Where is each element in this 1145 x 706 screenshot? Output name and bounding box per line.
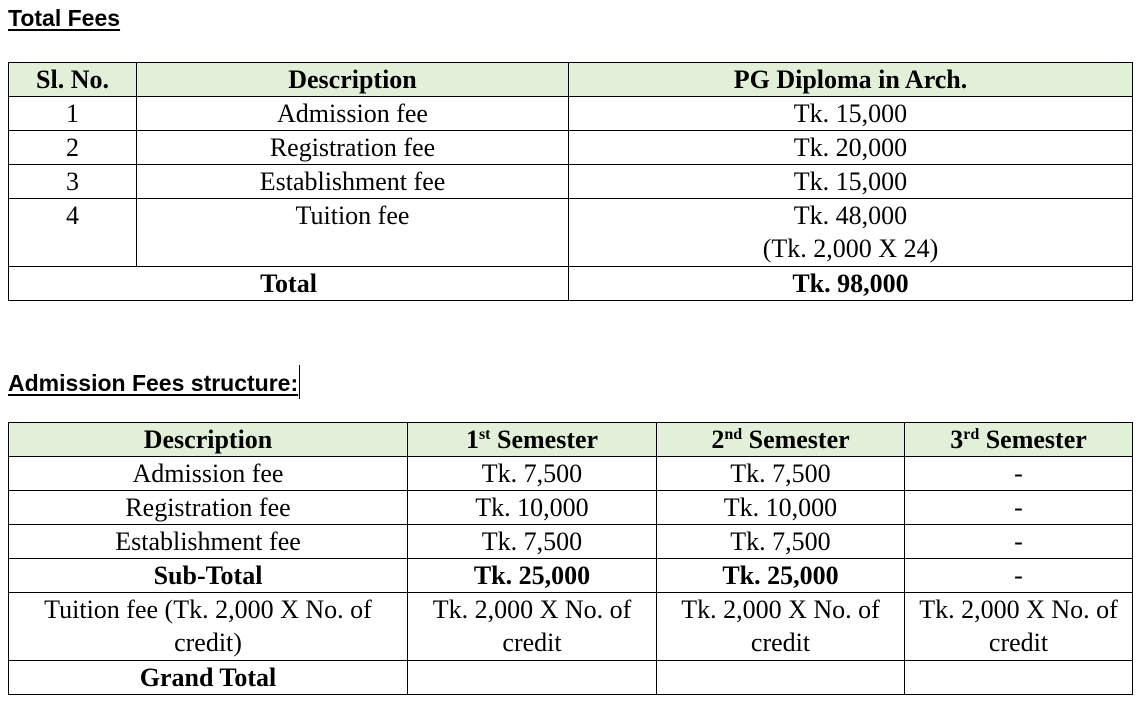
- tuition-semester-2: Tk. 2,000 X No. of credit: [657, 593, 905, 661]
- subtotal-label: Sub-Total: [9, 559, 408, 593]
- table-row: [9, 165, 1133, 199]
- cell-semester-3: -: [905, 525, 1133, 559]
- cell-semester-3: -: [905, 491, 1133, 525]
- admission-fees-heading-text: Admission Fees structure:: [8, 370, 299, 396]
- amount-value: Tk. 48,000: [793, 201, 908, 230]
- tuition-semester-3: Tk. 2,000 X No. of credit: [905, 593, 1133, 661]
- subtotal-semester-1: Tk. 25,000: [408, 559, 657, 593]
- cell-description: Establishment fee: [137, 165, 569, 199]
- table-header-row: [9, 63, 1133, 97]
- cell-description: Admission fee: [137, 97, 569, 131]
- header-program: PG Diploma in Arch.: [569, 63, 1133, 97]
- tuition-row: [9, 593, 1133, 661]
- header-description: Description: [9, 423, 408, 457]
- cell-sl: 3: [9, 165, 137, 199]
- table-row: [9, 97, 1133, 131]
- cell-description: Tuition fee: [137, 199, 569, 267]
- cell-semester-2: Tk. 10,000: [657, 491, 905, 525]
- text-cursor: [299, 365, 300, 399]
- header-description: Description: [137, 63, 569, 97]
- cell-description: Registration fee: [9, 491, 408, 525]
- cell-sl: 2: [9, 131, 137, 165]
- cell-amount: Tk. 20,000: [569, 131, 1133, 165]
- total-label: Total: [9, 267, 569, 301]
- table-row: [9, 457, 1133, 491]
- table-row: [9, 525, 1133, 559]
- total-fees-table: [8, 62, 1133, 301]
- grand-total-label: Grand Total: [9, 661, 408, 695]
- header-semester-1: 1st Semester: [408, 423, 657, 457]
- cell-amount: Tk. 15,000: [569, 165, 1133, 199]
- table-row: [9, 491, 1133, 525]
- cell-semester-1: Tk. 7,500: [408, 525, 657, 559]
- subtotal-semester-3: -: [905, 559, 1133, 593]
- grand-total-semester-1: [408, 661, 657, 695]
- cell-sl: 4: [9, 199, 137, 267]
- header-semester-2: 2nd Semester: [657, 423, 905, 457]
- cell-description: Admission fee: [9, 457, 408, 491]
- admission-fees-heading: [8, 365, 300, 399]
- cell-description: Establishment fee: [9, 525, 408, 559]
- cell-description: Registration fee: [137, 131, 569, 165]
- subtotal-row: [9, 559, 1133, 593]
- admission-fees-table: [8, 422, 1133, 695]
- cell-amount: [569, 199, 1133, 267]
- table-row: [9, 199, 1133, 267]
- cell-semester-2: Tk. 7,500: [657, 525, 905, 559]
- grand-total-row: [9, 661, 1133, 695]
- cell-semester-2: Tk. 7,500: [657, 457, 905, 491]
- grand-total-semester-2: [657, 661, 905, 695]
- grand-total-semester-3: [905, 661, 1133, 695]
- cell-sl: 1: [9, 97, 137, 131]
- table-header-row: [9, 423, 1133, 457]
- tuition-label: Tuition fee (Tk. 2,000 X No. of credit): [9, 593, 408, 661]
- header-sl-no: Sl. No.: [9, 63, 137, 97]
- cell-semester-1: Tk. 7,500: [408, 457, 657, 491]
- header-semester-3: 3rd Semester: [905, 423, 1133, 457]
- cell-semester-1: Tk. 10,000: [408, 491, 657, 525]
- total-row: [9, 267, 1133, 301]
- table-row: [9, 131, 1133, 165]
- cell-amount: Tk. 15,000: [569, 97, 1133, 131]
- amount-note: (Tk. 2,000 X 24): [762, 234, 939, 263]
- total-fees-heading: Total Fees: [8, 5, 121, 31]
- total-amount: Tk. 98,000: [569, 267, 1133, 301]
- tuition-semester-1: Tk. 2,000 X No. of credit: [408, 593, 657, 661]
- subtotal-semester-2: Tk. 25,000: [657, 559, 905, 593]
- cell-semester-3: -: [905, 457, 1133, 491]
